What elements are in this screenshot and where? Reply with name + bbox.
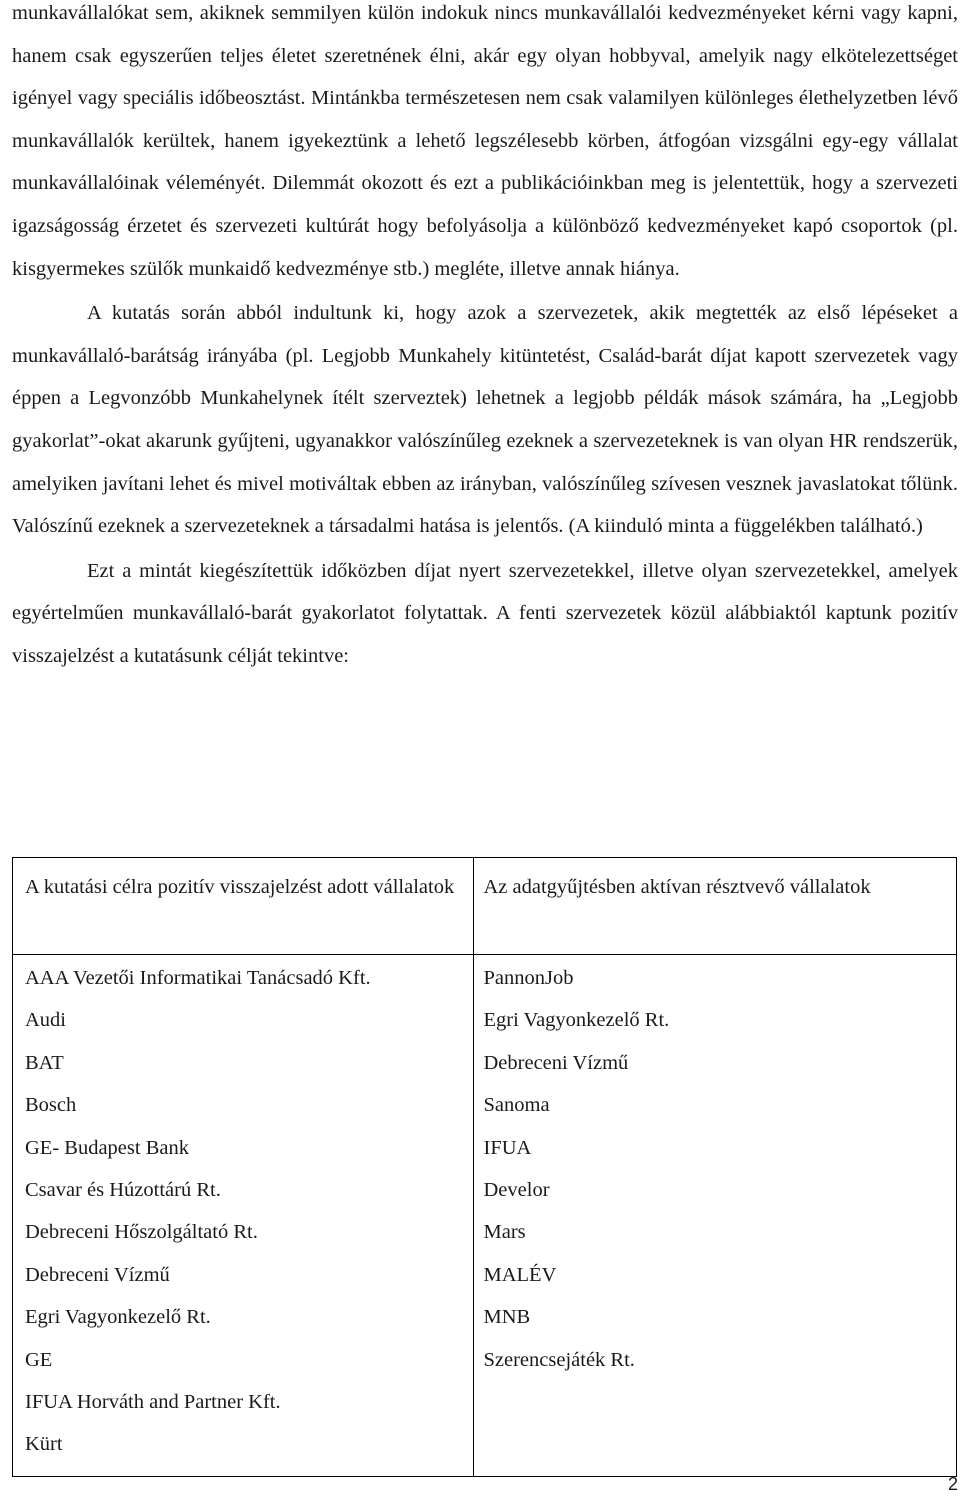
table-header-row	[13, 858, 957, 955]
table-header-right	[473, 858, 957, 955]
page-number: 2	[947, 1474, 958, 1494]
table-header-left	[13, 858, 474, 955]
company-list-item: MNB	[483, 1306, 531, 1329]
company-list-item: GE- Budapest Bank	[25, 1136, 189, 1159]
company-list-item: MALÉV	[483, 1263, 557, 1286]
company-list-item: Csavar és Húzottárú Rt.	[25, 1179, 221, 1202]
paragraph-1: munkavállalókat sem, akiknek semmilyen külön indokuk nincs munkavállalói kedvezményeket kérni vagy kapni, hanem csak egyszerűen teljes életet szeretnének élni, akár egy olyan hobbyval, amelyik nagy elkötelezettséget igényel vagy speciális időbeosztást. Mintánkba természetesen nem csak valamilyen különleges élethelyzetben lévő munkavállalók kerültek, hanem igyekeztünk a lehető legszélesebb körben, átfogóan vizsgálni egy-egy vállalat munkavállalóinak véleményét. Dilemmát okozott és ezt a publikációinkban meg is jelentettük, hogy a szervezeti igazságosság érzetet és szervezeti kultúrát hogy befolyásolja a különböző kedvezményeket kapó csoportok (pl. kisgyermekes szülők munkaidő kedvezménye stb.) megléte, illetve annak hiánya.	[12, 2, 958, 280]
company-list-item: Kürt	[25, 1433, 63, 1456]
company-list-item: AAA Vezetői Informatikai Tanácsadó Kft.	[25, 967, 371, 989]
document-page	[12, 0, 958, 1456]
company-list-item: Mars	[483, 1221, 526, 1244]
paragraph-2: A kutatás során abból indultunk ki, hogy azok a szervezetek, akik megtették az első lépéseket a munkavállaló-barátság irányába (pl. Legjobb Munkahely kitüntetést, Család-barát díjat kapott szervezetek vagy éppen a Legvonzóbb Munkahelynek ítélt szerveztek) lehetnek a legjobb példák mások számára, ha „Legjobb gyakorlat”-okat akarunk gyűjteni, ugyanakkor valószínűleg ezeknek a szervezeteknek is van olyan HR rendszerük, amelyiken javítani lehet és mivel motiváltak ebben az irányban, valószínűleg szívesen vesznek javaslatokat tőlünk. Valószínű ezeknek a szervezeteknek a társadalmi hatása is jelentős. (A kiinduló minta a függelékben található.)	[12, 302, 958, 538]
company-list-item: GE	[25, 1348, 53, 1371]
company-list-item: Audi	[25, 1009, 66, 1032]
company-list-item: Debreceni Hőszolgáltató Rt.	[25, 1221, 258, 1244]
company-list-item: IFUA Horváth and Partner Kft.	[25, 1391, 281, 1414]
company-list-item: BAT	[25, 1051, 64, 1074]
table-body-row	[13, 955, 957, 1477]
company-list-item: Egri Vagyonkezelő Rt.	[483, 1009, 670, 1032]
companies-table	[12, 857, 957, 1477]
paragraph-3: Ezt a mintát kiegészítettük időközben díjat nyert szervezetekkel, illetve olyan szervezetekkel, amelyek egyértelműen munkavállaló-barát gyakorlatot folytattak. A fenti szervezetek közül alábbiaktól kaptunk pozitív visszajelzést a kutatásunk célját tekintve:	[12, 559, 958, 667]
positive-feedback-company-list	[13, 955, 473, 1476]
company-list-item: Sanoma	[483, 1094, 550, 1117]
company-list-item: IFUA	[483, 1136, 532, 1159]
company-list-item: Develor	[483, 1179, 550, 1202]
company-list-item: Egri Vagyonkezelő Rt.	[25, 1306, 211, 1329]
left-header-text: A kutatási célra pozitív visszajelzést adott vállalatok	[25, 876, 455, 898]
company-list-item: Debreceni Vízmű	[483, 1051, 629, 1074]
right-header-text: Az adatgyűjtésben aktívan résztvevő vállalatok	[483, 876, 871, 898]
active-participant-company-list	[474, 955, 957, 1391]
left-list-cell	[13, 955, 474, 1477]
company-list-item: Bosch	[25, 1094, 77, 1117]
company-list-item: Szerencsejáték Rt.	[483, 1348, 635, 1371]
right-list-cell	[473, 955, 957, 1477]
company-list-item: PannonJob	[483, 967, 574, 989]
company-list-item: Debreceni Vízmű	[25, 1263, 170, 1286]
